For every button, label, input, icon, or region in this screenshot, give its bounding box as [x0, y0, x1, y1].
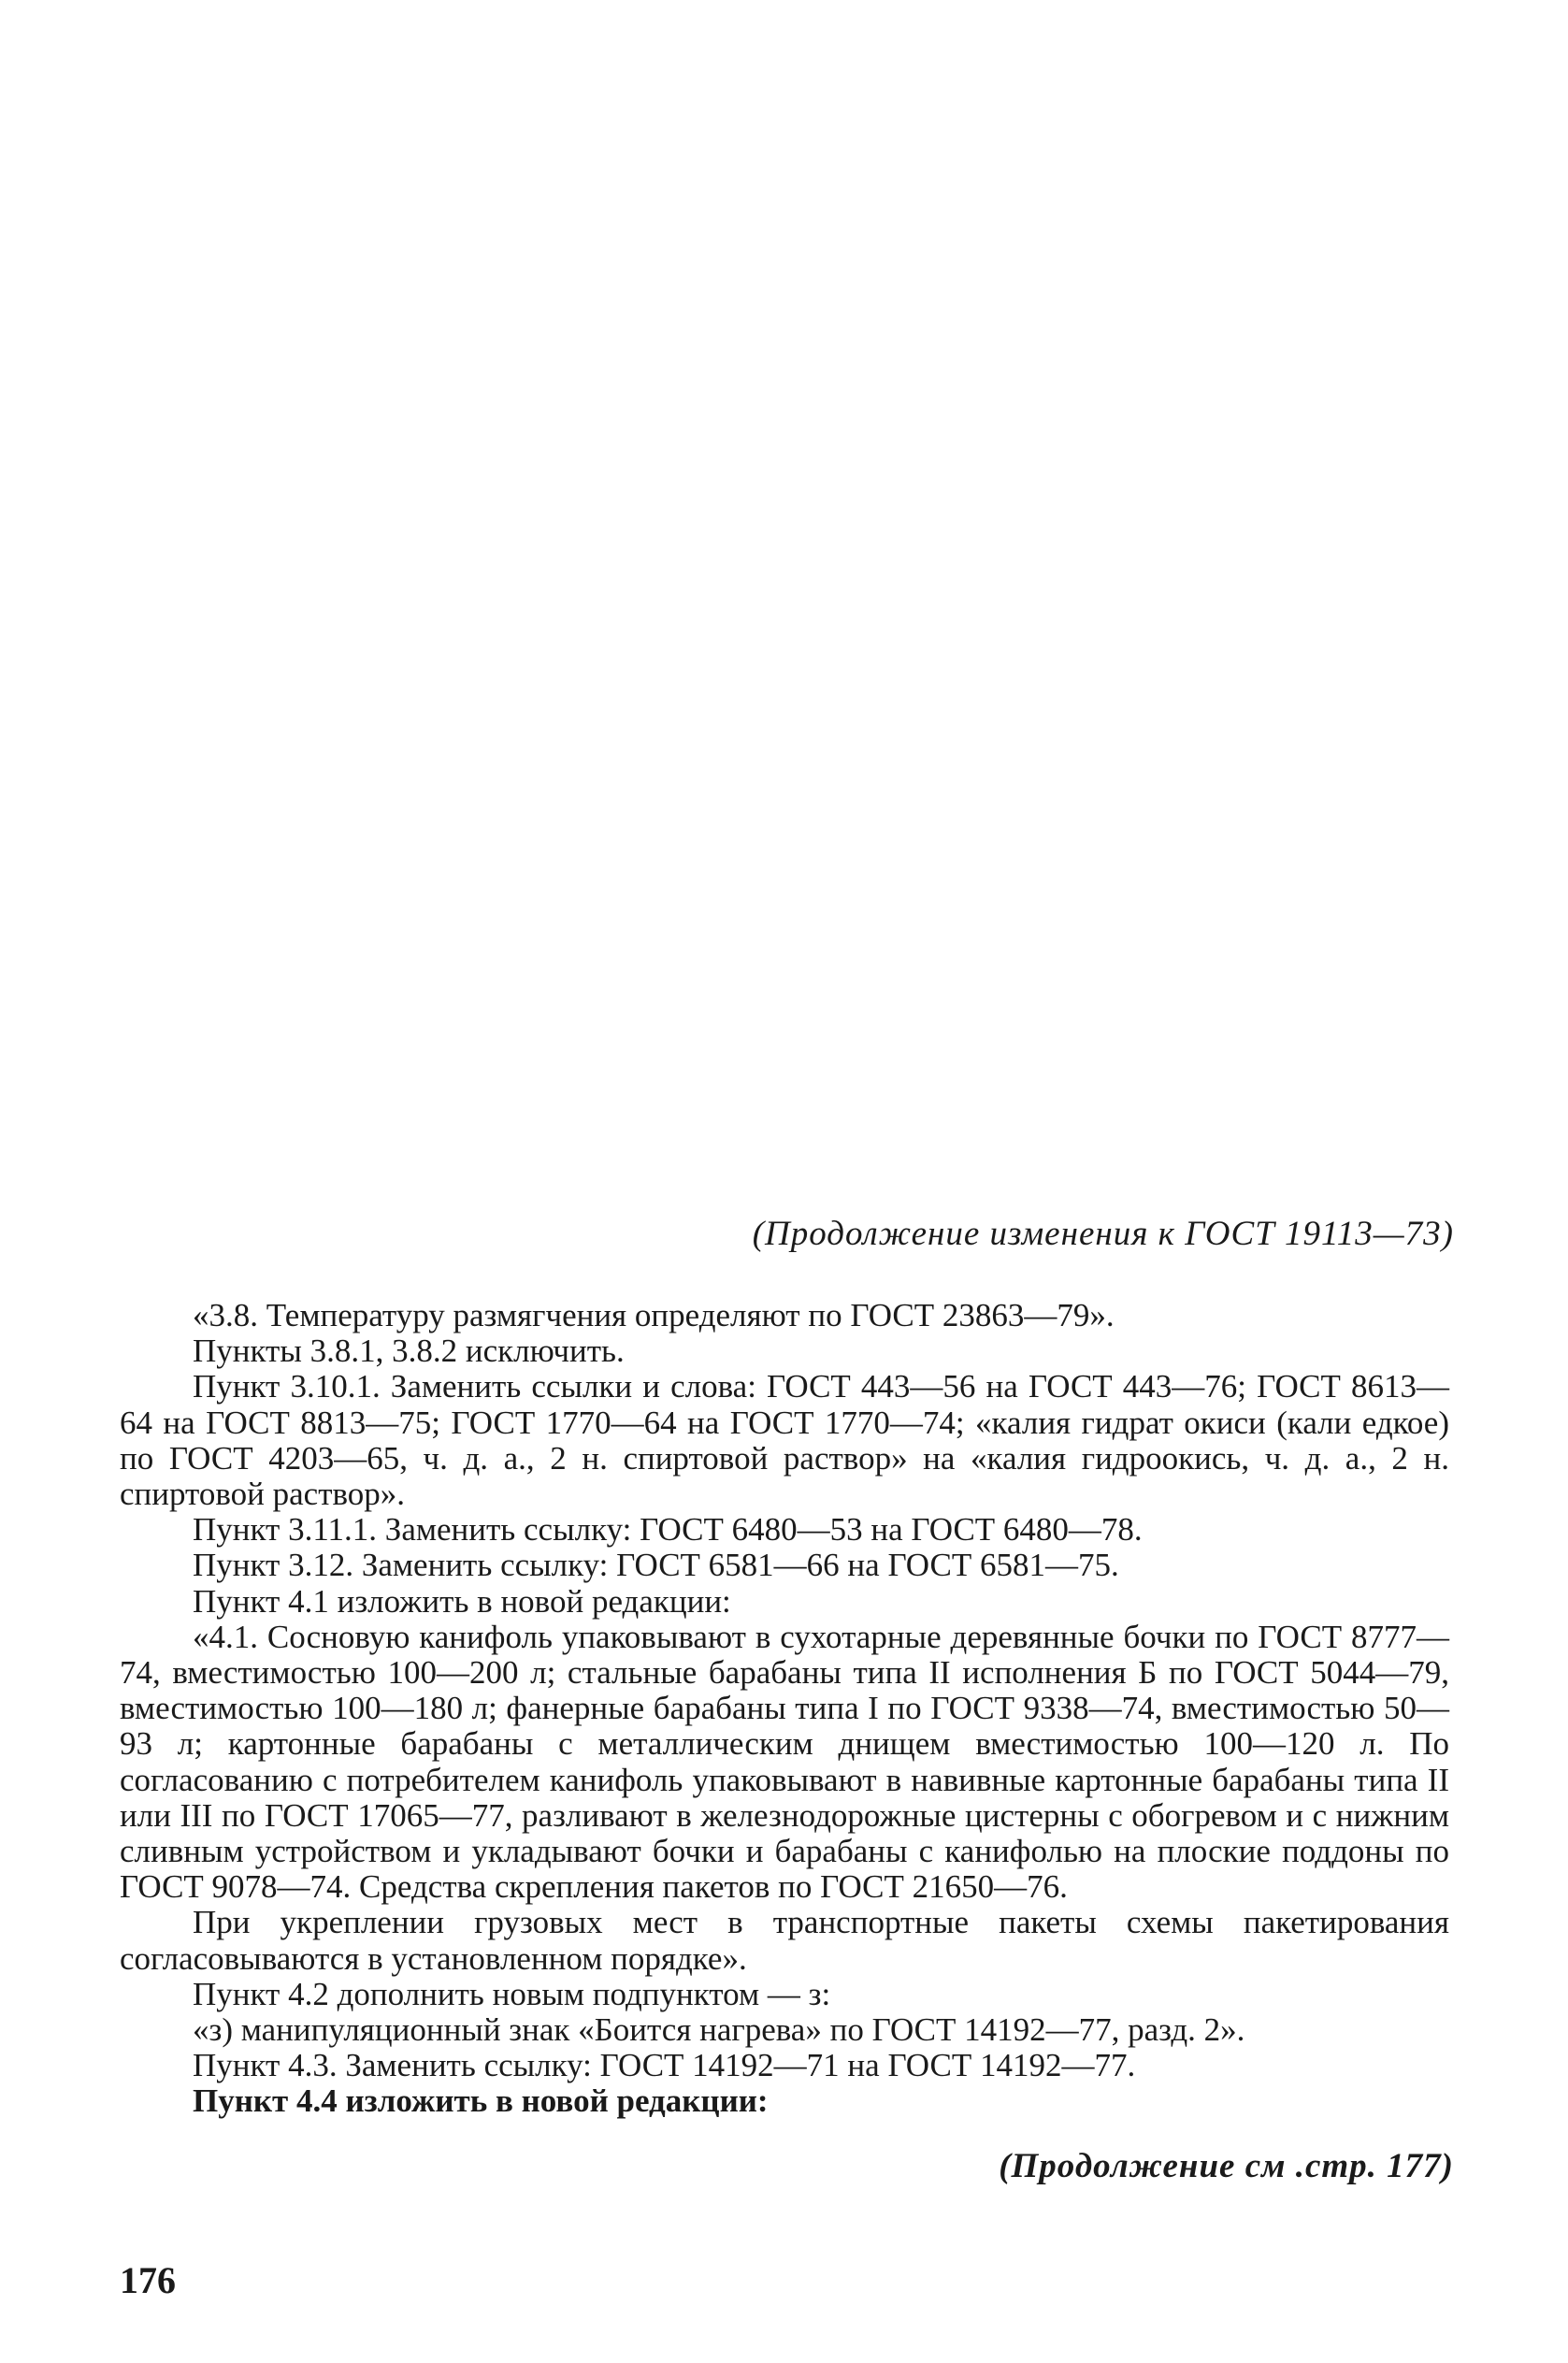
- continuation-note: (Продолжение см .стр. 177): [999, 2147, 1454, 2185]
- paragraph: Пункт 4.2 дополнить новым подпунктом — з:: [193, 1975, 831, 2012]
- paragraph: Пункт 4.4 изложить в новой редакции:: [193, 2082, 769, 2120]
- paragraph: Пункт 3.12. Заменить ссылку: ГОСТ 6581—66 на ГОСТ 6581—75.: [193, 1547, 1119, 1584]
- paragraph: Пункт 4.1 изложить в новой редакции:: [193, 1582, 731, 1620]
- paragraph: Пункт 3.11.1. Заменить ссылку: ГОСТ 6480—53 на ГОСТ 6480—78.: [193, 1511, 1143, 1549]
- paragraph: «4.1. Сосновую канифоль упаковывают в сухотарные деревянные бочки по ГОСТ 8777—74, вместимостью 100—200 л; стальные барабаны типа II исполнения Б по ГОСТ 5044—79, вместимостью 100—180 л; фанерные барабаны типа I по ГОСТ 9338—74, вместимостью 50—93 л; картонные барабаны с металлическим днищем вместимостью 100—120 л. По согласованию с потребителем канифоль упаковывают в навивные картонные барабаны типа II или III по ГОСТ 17065—77, разливают в железнодорожные цистерны с обогревом и с нижним сливным устройством и укладывают бочки и барабаны с канифолью на плоские поддоны по ГОСТ 9078—74. Средства скрепления пакетов по ГОСТ 21650—76.: [120, 1618, 1449, 1906]
- paragraph: «3.8. Температуру размягчения определяют по ГОСТ 23863—79».: [193, 1297, 1115, 1333]
- paragraph: Пункт 4.3. Заменить ссылку: ГОСТ 14192—71 на ГОСТ 14192—77.: [193, 2047, 1136, 2084]
- running-header: (Продолжение изменения к ГОСТ 19113—73): [752, 1215, 1454, 1253]
- paragraph: «з) манипуляционный знак «Боится нагрева» по ГОСТ 14192—77, разд. 2».: [193, 2011, 1245, 2049]
- paragraph: Пункты 3.8.1, 3.8.2 исключить.: [193, 1333, 625, 1370]
- document-body: [120, 1298, 1449, 2120]
- paragraph: Пункт 3.10.1. Заменить ссылки и слова: ГОСТ 443—56 на ГОСТ 443—76; ГОСТ 8613—64 на ГОСТ 8813—75; ГОСТ 1770—64 на ГОСТ 1770—74; «калия гидрат окиси (кали едкое) по ГОСТ 4203—65, ч. д. а., 2 н. спиртовой раствор» на «калия гидроокись, ч. д. а., 2 н. спиртовой раствор».: [120, 1368, 1449, 1513]
- paragraph: При укреплении грузовых мест в транспортные пакеты схемы пакетирования согласовываются в установленном порядке».: [120, 1904, 1449, 1977]
- page-number: 176: [120, 2259, 176, 2301]
